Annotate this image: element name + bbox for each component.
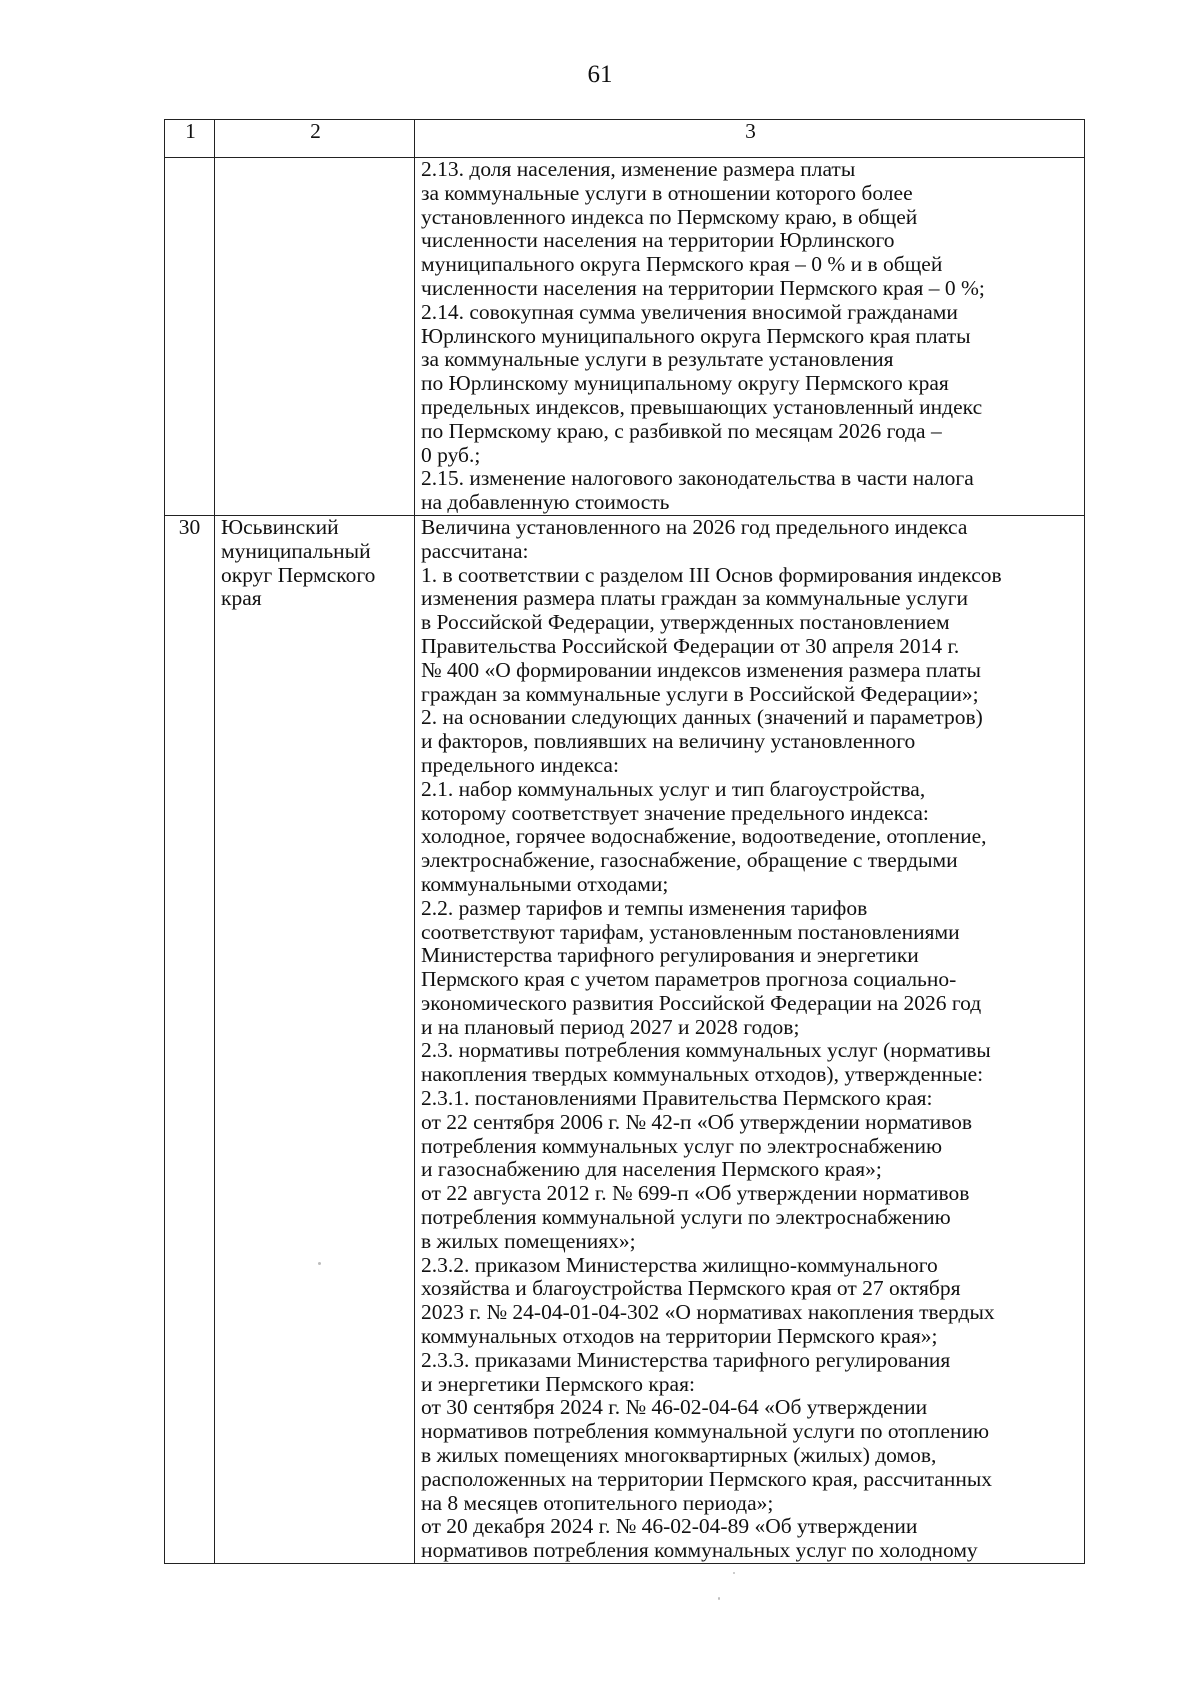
- description-line: Министерства тарифного регулирования и энергетики: [421, 943, 919, 968]
- description-line: за коммунальные услуги в отношении которого более: [421, 180, 913, 205]
- row-number-cell: [165, 158, 215, 516]
- description-line: установленного индекса по Пермскому краю, в общей: [421, 204, 918, 229]
- municipality-name-line: округ Пермского: [221, 562, 376, 587]
- description-line: от 22 сентября 2006 г. № 42-п «Об утверждении нормативов: [421, 1109, 973, 1134]
- description-line: коммунальных отходов на территории Пермского края»;: [421, 1324, 938, 1349]
- description-line: 2.13. доля населения, изменение размера платы: [421, 157, 856, 181]
- description-line: Величина установленного на 2026 год предельного индекса: [421, 514, 968, 539]
- description-line: 2.1. набор коммунальных услуг и тип благоустройства,: [421, 776, 926, 801]
- description-line: предельных индексов, превышающих установленный индекс: [421, 394, 983, 419]
- index-table: [164, 119, 1085, 1564]
- description-line: за коммунальные услуги в результате установления: [421, 347, 894, 372]
- table-row: [165, 515, 1085, 1563]
- description-line: Правительства Российской Федерации от 30 апреля 2014 г.: [421, 633, 960, 658]
- column-header-number: 1: [165, 120, 215, 158]
- description-line: от 22 августа 2012 г. № 699-п «Об утверждении нормативов: [421, 1181, 970, 1206]
- description-line: холодное, горячее водоснабжение, водоотведение, отопление,: [421, 824, 987, 849]
- description-line: и газоснабжению для населения Пермского края»;: [421, 1157, 882, 1182]
- description-line: 2.3.2. приказом Министерства жилищно-коммунального: [421, 1252, 938, 1277]
- description-line: по Пермскому краю, с разбивкой по месяцам 2026 года –: [421, 418, 942, 443]
- municipality-name-line: края: [221, 586, 262, 611]
- description-line: и факторов, повлиявших на величину установленного: [421, 729, 916, 754]
- description-line: 2.3.1. постановлениями Правительства Пермского края:: [421, 1086, 933, 1111]
- description-line: которому соответствует значение предельного индекса:: [421, 800, 929, 825]
- description-line: накопления твердых коммунальных отходов), утвержденные:: [421, 1062, 984, 1087]
- description-line: от 20 декабря 2024 г. № 46-02-04-89 «Об утверждении: [421, 1514, 918, 1539]
- table-body: [165, 120, 1085, 1564]
- description-line: на добавленную стоимость: [421, 490, 670, 515]
- description-line: нормативов потребления коммунальных услуг по холодному: [421, 1538, 978, 1563]
- description-line: на 8 месяцев отопительного периода»;: [421, 1490, 774, 1515]
- description-cell: [415, 158, 1085, 516]
- scan-speck: [733, 1572, 735, 1574]
- description-line: и на плановый период 2027 и 2028 годов;: [421, 1014, 800, 1039]
- description-line: в жилых помещениях»;: [421, 1228, 636, 1253]
- description-line: 2. на основании следующих данных (значений и параметров): [421, 705, 983, 730]
- scan-speck: [318, 1262, 321, 1265]
- description-line: 0 руб.;: [421, 442, 481, 467]
- column-header-municipality: 2: [215, 120, 415, 158]
- description-line: расположенных на территории Пермского края, рассчитанных: [421, 1466, 993, 1491]
- municipality-cell: [215, 515, 415, 1563]
- description-line: граждан за коммунальные услуги в Российской Федерации»;: [421, 681, 979, 706]
- municipality-name-line: муниципальный: [221, 538, 371, 563]
- description-line: от 30 сентября 2024 г. № 46-02-04-64 «Об утверждении: [421, 1395, 928, 1420]
- description-line: предельного индекса:: [421, 752, 619, 777]
- description-line: 2.14. совокупная сумма увеличения вносимой гражданами: [421, 299, 958, 324]
- description-line: Пермского края с учетом параметров прогноза социально-: [421, 967, 957, 992]
- page-number: 61: [587, 61, 613, 88]
- scan-speck: [718, 1597, 720, 1600]
- description-line: 2023 г. № 24-04-01-04-302 «О нормативах накопления твердых: [421, 1300, 995, 1325]
- description-line: численности населения на территории Юрлинского: [421, 228, 895, 253]
- description-line: электроснабжение, газоснабжение, обращение с твердыми: [421, 848, 958, 873]
- description-line: по Юрлинскому муниципальному округу Пермского края: [421, 371, 949, 396]
- description-line: нормативов потребления коммунальной услуги по отоплению: [421, 1419, 990, 1444]
- municipality-name-line: Юсьвинский: [221, 514, 339, 539]
- description-line: в жилых помещениях многоквартирных (жилых) домов,: [421, 1443, 937, 1468]
- table-header-row: [165, 120, 1085, 158]
- description-line: 1. в соответствии с разделом III Основ формирования индексов: [421, 562, 1002, 587]
- description-cell: [415, 515, 1085, 1563]
- description-line: № 400 «О формировании индексов изменения размера платы: [421, 657, 981, 682]
- description-line: экономического развития Российской Федерации на 2026 год: [421, 990, 982, 1015]
- description-line: 2.3.3. приказами Министерства тарифного регулирования: [421, 1347, 951, 1372]
- municipality-cell: [215, 158, 415, 516]
- row-number-cell: 30: [165, 515, 215, 1563]
- table-row: [165, 158, 1085, 516]
- description-line: хозяйства и благоустройства Пермского края от 27 октября: [421, 1276, 961, 1301]
- description-line: потребления коммунальных услуг по электроснабжению: [421, 1133, 943, 1158]
- description-line: изменения размера платы граждан за коммунальные услуги: [421, 586, 969, 611]
- description-line: рассчитана:: [421, 538, 529, 563]
- description-line: Юрлинского муниципального округа Пермского края платы: [421, 323, 971, 348]
- column-header-description: 3: [415, 120, 1085, 158]
- description-line: 2.3. нормативы потребления коммунальных услуг (нормативы: [421, 1038, 991, 1063]
- description-line: 2.2. размер тарифов и темпы изменения тарифов: [421, 895, 868, 920]
- description-line: в Российской Федерации, утвержденных постановлением: [421, 610, 950, 635]
- description-line: муниципального округа Пермского края – 0 % и в общей: [421, 252, 943, 277]
- description-line: соответствуют тарифам, установленным постановлениями: [421, 919, 960, 944]
- description-line: коммунальными отходами;: [421, 871, 669, 896]
- description-line: 2.15. изменение налогового законодательства в части налога: [421, 466, 974, 491]
- description-line: численности населения на территории Пермского края – 0 %;: [421, 275, 985, 300]
- description-line: и энергетики Пермского края:: [421, 1371, 695, 1396]
- description-line: потребления коммунальной услуги по электроснабжению: [421, 1205, 951, 1230]
